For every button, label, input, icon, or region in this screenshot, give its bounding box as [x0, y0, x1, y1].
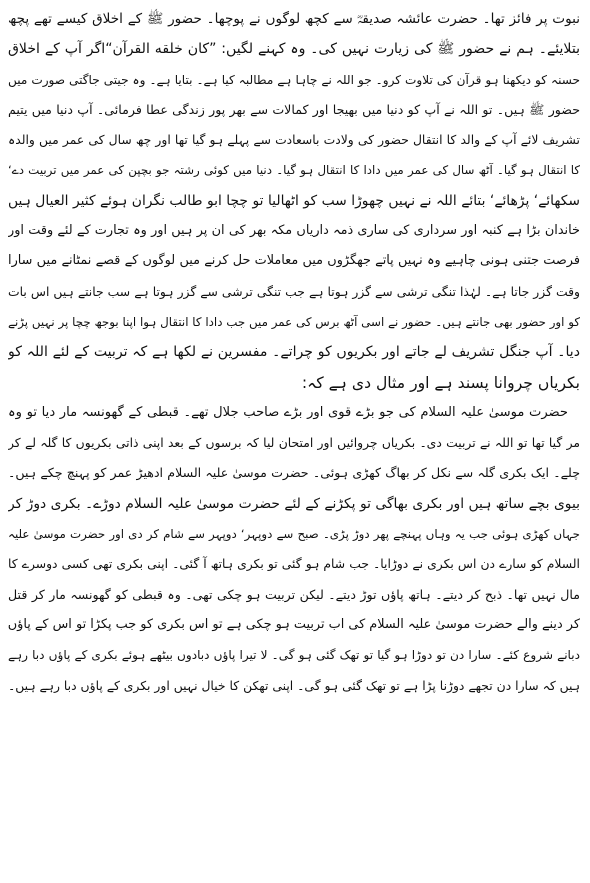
- text-line: حسنہ کو دیکھنا ہو قرآن کی تلاوت کرو۔ جو اللہ نے چاہا ہے مطالبہ کیا ہے۔ بتایا ہے۔ وہ جیتی جاگتی صورت میں: [8, 72, 580, 87]
- text-line: چلے۔ ایک بکری گلہ سے نکل کر بھاگ کھڑی ہوئی۔ حضرت موسیٰ علیہ السلام ادھیڑ عمر کو پہنچ چکے ہیں۔: [8, 465, 580, 481]
- text-line: مر گیا تھا تو اللہ نے تربیت دی۔ بکریاں چروائیں اور امتحان لیا کہ برسوں کے بعد اپنی ذاتی بکریوں کا گلہ لے کر: [8, 436, 580, 451]
- text-line: ہیں کہ سارا دن تجھے دوڑنا پڑا ہے تو تھک گئی ہو گی۔ اپنی تھکن کا خیال نہیں اور بکری کے پاؤں دبا رہے ہیں۔: [8, 678, 580, 693]
- text-line: وقت گزر جاتا ہے۔ لہٰذا تنگی ترشی سے گزر ہوتا ہے جب تنگی ترشی سے گزر ہوتا ہے سب جانتے ہیں اس بات: [8, 284, 580, 299]
- text-line: السلام کو سارے دن اس بکری نے دوڑایا۔ جب شام ہو گئی تو بکری ہاتھ آ گئی۔ اپنی بکری تھی کسی دوسرے کا: [8, 557, 580, 572]
- text-line: سکھائے‘ پڑھائے‘ بتائے اللہ نے نہیں چھوڑا سب کو اٹھالیا تو چچا ابو طالب نگران ہوئے کثیر العیال ہیں: [8, 192, 580, 209]
- text-line: دبانے شروع کئے۔ سارا دن تو دوڑا ہو گیا تو تھک گئی ہو گی۔ لا تیرا پاؤں دبادوں بیٹھے ہوئے بکری کے پاؤں دبا رہے: [8, 648, 580, 663]
- text-line: جہاں کھڑی ہوئی جب یہ وہاں پہنچے پھر دوڑ پڑی۔ صبح سے دوپہر‘ دوپہر سے شام کر دی اور حضرت موسیٰ علیہ: [8, 527, 580, 542]
- text-line: کا انتقال ہو گیا۔ آٹھ سال کی عمر میں دادا کا انتقال ہو گیا۔ دنیا میں کوئی رشتہ جو بچپن کی عمر میں تربیت دے‘: [8, 163, 580, 178]
- text-line: نبوت پر فائز تھا۔ حضرت عائشہ صدیقہؓ سے کچھ لوگوں نے پوچھا۔ حضور ﷺ کے اخلاق کیسے تھے پچھ: [8, 11, 580, 27]
- text-line: تشریف لائے آپ کے والد کا انتقال حضور کی ولادت باسعادت سے پہلے ہو گیا تھا اور چھ سال کی عمر میں والدہ: [8, 133, 580, 148]
- text-line: بتلایئے۔ ہم نے حضور ﷺ کی زیارت نہیں کی۔ وہ کہنے لگیں: ”کان خلقه القرآن“اگر آپ کے اخلاق: [8, 41, 580, 58]
- text-line: بیوی بچے ساتھ ہیں اور بکری بھاگی تو پکڑنے کے لئے حضرت موسیٰ علیہ السلام دوڑے۔ بکری دوڑ کر: [8, 495, 580, 512]
- paragraph-end-line: بکریاں چروانا پسند ہے اور مثال دی ہے کہ:: [301, 373, 580, 392]
- text-line: کر دینے والے حضرت موسیٰ علیہ السلام کی اب تربیت ہو چکی ہے تو اس بکری کو جب پکڑا تو اس کے پاؤں: [8, 616, 580, 632]
- text-line: فرصت جتنی ہونی چاہیے وہ نہیں پاتے جھگڑوں میں معاملات حل کرنے میں لوگوں کے قصے نمٹانے میں سارا: [8, 253, 580, 269]
- text-line: حضور ﷺ ہیں۔ تو اللہ نے آپ کو دنیا میں بھیجا اور کمالات سے بھر پور زندگی عطا فرمائی۔ آپ دنیا میں یتیم: [8, 101, 580, 117]
- text-line: کو اور حضور بھی جانتے ہیں۔ حضور نے اسی آٹھ برس کی عمر میں جب دادا کا انتقال ہوا اپنا بوجھ چچا پر نہیں پڑنے: [8, 314, 580, 329]
- text-line: دیا۔ آپ جنگل تشریف لے جاتے اور بکریوں کو چراتے۔ مفسرین نے لکھا ہے کہ تربیت کے لئے اللہ کو: [8, 344, 580, 361]
- text-line: مال نہیں تھا۔ ذبح کر دیتے۔ ہاتھ پاؤں توڑ دیتے۔ لیکن تربیت ہو چکی تھی۔ وہ قبطی کو گھونسہ مار کر قتل: [8, 586, 580, 602]
- text-line: خاندان بڑا ہے کنبہ اور سرداری کی ساری ذمہ داریاں مکہ بھر کی ان پر ہیں اور وہ تجارت کے لئے وقت اور: [8, 223, 580, 239]
- paragraph-start-line: حضرت موسیٰ علیہ السلام کی جو بڑے قوی اور بڑے صاحب جلال تھے۔ قبطی کے گھونسہ مار دیا تو وہ: [8, 404, 568, 420]
